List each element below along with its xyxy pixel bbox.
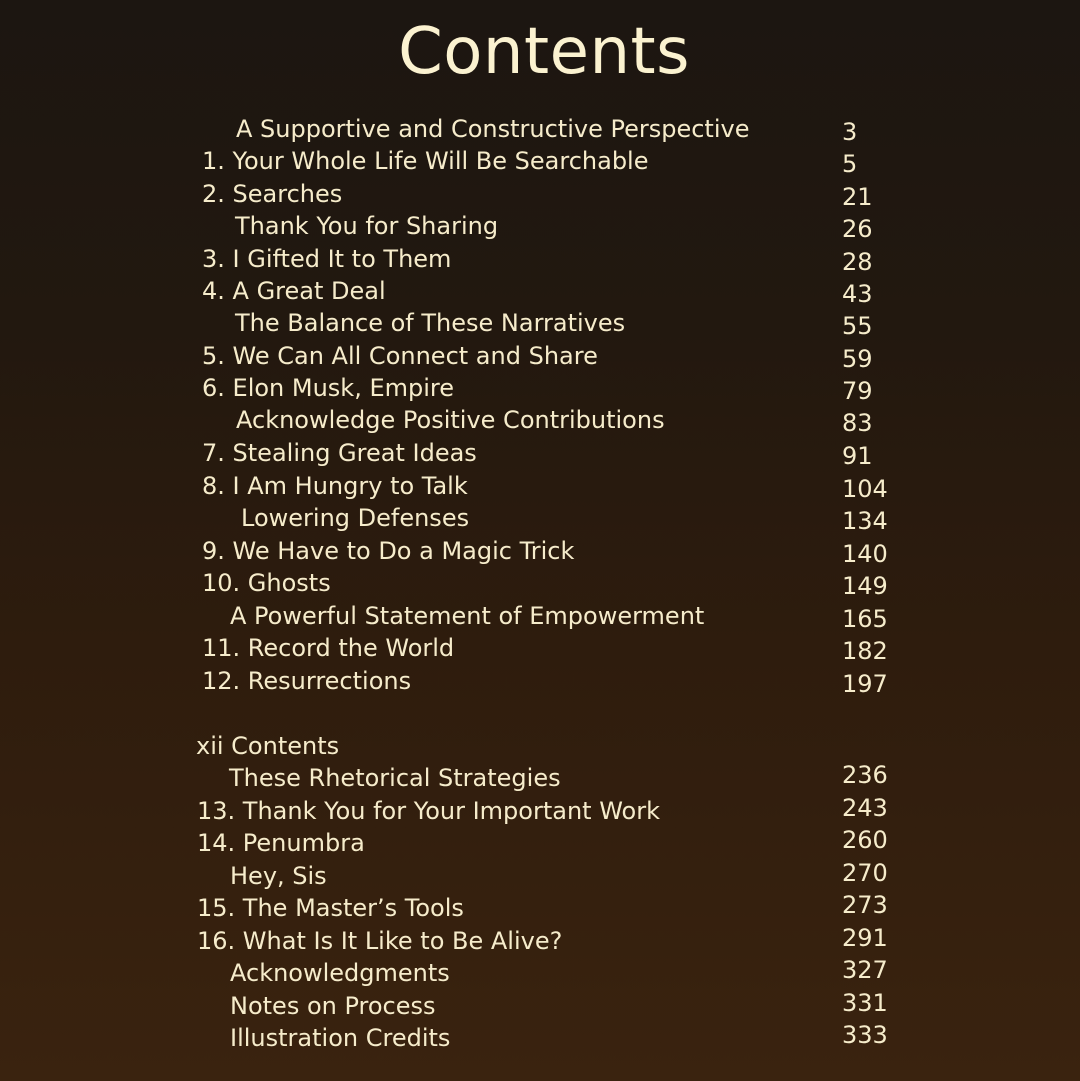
- toc-entry-title: Acknowledgments: [230, 959, 450, 987]
- toc-entry-title: Thank You for Sharing: [235, 212, 499, 240]
- toc-entry-page: 149: [842, 572, 888, 600]
- toc-entry-title: 7. Stealing Great Ideas: [202, 439, 477, 467]
- toc-entry-page: 21: [842, 183, 873, 211]
- toc-entry-title: Hey, Sis: [230, 862, 327, 890]
- toc-entry-page: 28: [842, 248, 873, 276]
- toc-entry[interactable]: [0, 178, 1080, 210]
- toc-entry[interactable]: [0, 275, 1080, 307]
- toc-entry-title: 6. Elon Musk, Empire: [202, 374, 455, 402]
- toc-entry[interactable]: [0, 404, 1080, 436]
- running-head: xii Contents: [196, 732, 340, 760]
- toc-entry[interactable]: [0, 990, 1080, 1022]
- toc-entry[interactable]: [0, 243, 1080, 275]
- toc-entry-page: 83: [842, 409, 873, 437]
- toc-entry-title: 3. I Gifted It to Them: [202, 245, 452, 273]
- toc-entry-page: 327: [842, 956, 888, 984]
- toc-entry-page: 260: [842, 826, 888, 854]
- toc-entry-page: 331: [842, 989, 888, 1017]
- toc-entry-page: 273: [842, 891, 888, 919]
- toc-entry[interactable]: [0, 470, 1080, 502]
- toc-entry[interactable]: [0, 827, 1080, 859]
- toc-entry[interactable]: [0, 925, 1080, 957]
- toc-entry-page: 270: [842, 859, 888, 887]
- toc-entry-page: 243: [842, 794, 888, 822]
- toc-entry-page: 333: [842, 1021, 888, 1049]
- toc-entry[interactable]: [0, 957, 1080, 989]
- toc-entry-title: 14. Penumbra: [197, 829, 365, 857]
- toc-entry-title: Acknowledge Positive Contributions: [236, 406, 665, 434]
- toc-entry-page: 79: [842, 377, 873, 405]
- toc-entry[interactable]: [0, 665, 1080, 697]
- toc-entry-page: 197: [842, 670, 888, 698]
- toc-entry-title: 16. What Is It Like to Be Alive?: [197, 927, 563, 955]
- toc-entry[interactable]: [0, 632, 1080, 664]
- page-title: Contents: [398, 15, 690, 89]
- toc-entry-title: Illustration Credits: [230, 1024, 451, 1052]
- toc-entry-title: 2. Searches: [202, 180, 343, 208]
- toc-entry-page: 134: [842, 507, 888, 535]
- toc-entry[interactable]: [0, 437, 1080, 469]
- toc-entry[interactable]: [0, 502, 1080, 534]
- toc-entry-title: A Supportive and Constructive Perspective: [236, 115, 750, 143]
- toc-entry-page: 104: [842, 475, 888, 503]
- toc-entry-title: Lowering Defenses: [241, 504, 470, 532]
- toc-entry[interactable]: [0, 795, 1080, 827]
- toc-entry-page: 165: [842, 605, 888, 633]
- toc-entry-page: 91: [842, 442, 873, 470]
- toc-entry[interactable]: [0, 307, 1080, 339]
- toc-entry-page: 3: [842, 118, 858, 146]
- toc-entry-title: These Rhetorical Strategies: [229, 764, 561, 792]
- toc-entry-page: 291: [842, 924, 888, 952]
- toc-entry[interactable]: [0, 567, 1080, 599]
- toc-entry-title: The Balance of These Narratives: [235, 309, 626, 337]
- toc-entry-title: 15. The Master’s Tools: [197, 894, 464, 922]
- toc-entry-title: 12. Resurrections: [202, 667, 412, 695]
- toc-entry-title: 9. We Have to Do a Magic Trick: [202, 537, 575, 565]
- toc-entry-page: 140: [842, 540, 888, 568]
- toc-entry[interactable]: [0, 762, 1080, 794]
- toc-entry-title: A Powerful Statement of Empowerment: [230, 602, 705, 630]
- toc-entry-title: 13. Thank You for Your Important Work: [197, 797, 660, 825]
- toc-entry-title: 4. A Great Deal: [202, 277, 386, 305]
- toc-entry-title: 11. Record the World: [202, 634, 455, 662]
- toc-entry[interactable]: [0, 210, 1080, 242]
- toc-entry-title: Notes on Process: [230, 992, 436, 1020]
- toc-entry[interactable]: [0, 372, 1080, 404]
- toc-entry-page: 26: [842, 215, 873, 243]
- toc-entry-page: 43: [842, 280, 873, 308]
- toc-entry[interactable]: [0, 892, 1080, 924]
- toc-entry-title: 1. Your Whole Life Will Be Searchable: [202, 147, 649, 175]
- toc-entry[interactable]: [0, 600, 1080, 632]
- toc-entry-page: 236: [842, 761, 888, 789]
- toc-entry[interactable]: [0, 145, 1080, 177]
- toc-entry-title: 5. We Can All Connect and Share: [202, 342, 598, 370]
- toc-entry[interactable]: [0, 1022, 1080, 1054]
- toc-entry[interactable]: [0, 113, 1080, 145]
- toc-entry-page: 182: [842, 637, 888, 665]
- toc-entry[interactable]: [0, 340, 1080, 372]
- toc-entry[interactable]: [0, 535, 1080, 567]
- toc-entry-title: 10. Ghosts: [202, 569, 331, 597]
- toc-entry-page: 59: [842, 345, 873, 373]
- toc-entry-page: 55: [842, 312, 873, 340]
- toc-entry-title: 8. I Am Hungry to Talk: [202, 472, 468, 500]
- toc-entry[interactable]: [0, 860, 1080, 892]
- toc-entry-page: 5: [842, 150, 858, 178]
